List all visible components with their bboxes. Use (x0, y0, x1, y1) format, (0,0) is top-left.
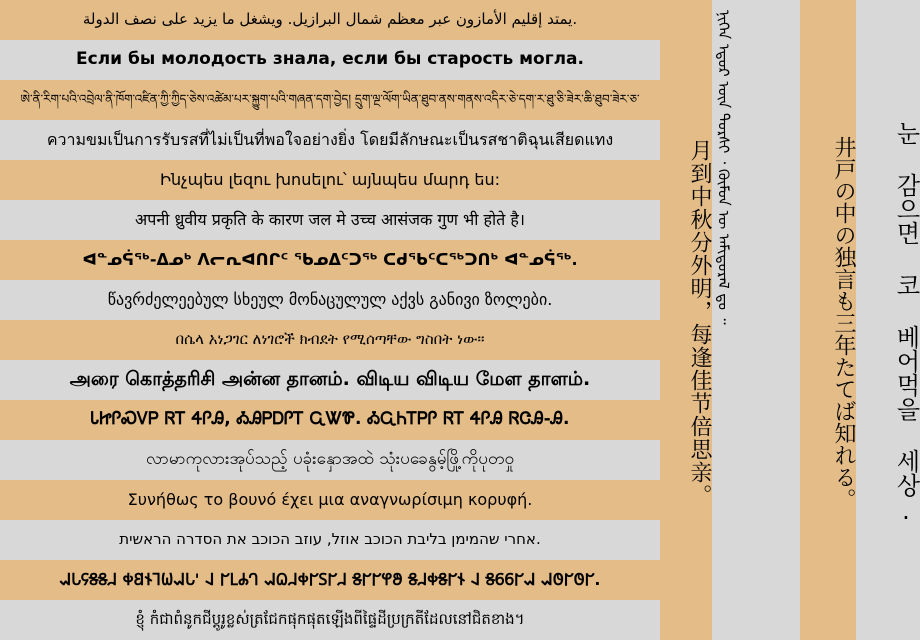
row-text: ᏓᏥᎵᏍᏙᏢ ᏒᎢ ᏎᎵᎯ, ᎣᎯᏢᎠᎵᎢ ᏩᏔᏈ. ᎣᏩᏂᎢᏢᎵ ᏒᎢ ᏎᎵᎯ ᏒᏣᎯ-Ꭿ. (90, 409, 570, 430)
text-row-russian (0, 40, 660, 80)
text-row-georgian (0, 280, 660, 320)
text-row-hebrew (0, 520, 660, 560)
vertical-text-japanese (800, 0, 856, 640)
text-row-arabic (0, 0, 660, 40)
text-row-armenian (0, 160, 660, 200)
vertical-text: ᠨᠢᠭᠡᠨ ᠡᠳᠦᠷ ᠦᠨ ᠲᠤᠷᠰᠢ ᠂ ᠬᠦᠮᠦᠨ ᠦ ᠠᠮᠢᠳᠤᠷᠠᠯ ᠳᠤ ᠃ (714, 10, 733, 325)
row-text: அரை கொத்தரிசி அன்ன தானம். விடிய விடிய மேள தாளம். (69, 368, 591, 391)
vertical-text: 눈 감으면 코 베어먹을 세상. (892, 121, 920, 525)
vertical-text-chinese (660, 0, 712, 640)
text-row-greek (0, 480, 660, 520)
vertical-text: 月到中秋分外明，每逢佳节倍思亲。 (687, 139, 712, 507)
row-text: Ինչպես լեզու խոսելու՝ այնպես մարդ ես: (159, 169, 501, 189)
vertical-text: 井戸の中の独言も三年たてば知れる。 (831, 136, 856, 510)
text-row-inuktitut (0, 240, 660, 280)
row-text: Если бы молодость знала, если бы старость могла. (76, 49, 584, 70)
text-row-khmer (0, 600, 660, 640)
row-text: ความขมเป็นการรับรสที่ไม่เป็นที่พอใจอย่างยิ่ง โดยมีลักษณะเป็นรสชาติฉุนเสียดแทง (46, 129, 614, 149)
row-text: በሴላ አነጋገር ለነገሮች ክብደት የሚሰጣቸው ግስበት ነው። (175, 330, 485, 349)
text-row-tibetan (0, 80, 660, 120)
vertical-text-korean (856, 0, 920, 640)
row-text: ཨེ་ནི་རིག་པའི་འབྲེལ་ནི་ཁོག་འཛིན་ཀྱི་ཀྱིད་ཅེས་འཚེམ་པར་སྐྱུག་པའི་གཞན་དག་བྱེད། དྲུག་ལྔ་ལོག་ཡིན་ཐུབ་ནས་གནས་འདིར་ཅེ་དག་ར་ཐུ་ཅི་ཟེར་ཆི་ཐུབ་ཟེར་ཅ་ (20, 92, 640, 107)
text-row-amharic (0, 320, 660, 360)
text-row-hindi (0, 200, 660, 240)
row-text: يمتد إقليم الأمازون عبر معظم شمال البرازيل. ويشغل ما يزيد على نصف الدولة. (82, 10, 578, 29)
vertical-text-mongolian (712, 0, 800, 640)
text-row-thai (0, 120, 660, 160)
row-text: ᐊᓐᓄᕌᖅ-ᐃᓄᒃ ᐱᓕᕆᐊᑎᒋᑦ ᖃᓄᐃᑦᑐᖅ ᑕᑯᖃᑦᑕᖅᑐᑎᒃ ᐊᓐᓄᕌᖅ. (82, 249, 578, 269)
row-text: אחרי שהמימן בליבת הכוכב אוזל, עוזב הכוכב את הסדרה הראשית. (119, 530, 541, 549)
row-text: လာမာကုလားအုပ်သည့် ပခုံးနှောအထဲ သုံးပခေနွမ့်ဖြို့ကိုပုတဝှု (145, 449, 515, 470)
text-row-cherokee (0, 400, 660, 440)
row-text: ខ្ញុំ កំជាពំនូកជីប្ដូរូខ្លស់ត្រជែកផុកផុតឡើងពីផ្ទៃដីប្រក្រតីដែលនៅជិតខាង។ (135, 610, 525, 629)
row-text: 𐐉𐐢𐐖𐐝𐐝𐐇 𐐡𐐒𐐆𐐑𐐎𐐉𐐢' 𐐈 𐐊𐐛𐐌𐐓 𐐉𐐗𐐇𐐡𐐊𐐠𐐊𐐇 𐐝𐐊𐐊𐐐𐐍 𐐝𐐇𐐡𐐝𐐊𐐆 𐐈 𐐝𐐞𐐞𐐊𐐉 𐐉𐐃𐐊𐐃𐐊. (59, 569, 601, 589)
row-text: წავრძელეებულ სხეულ მონაცულულ აქვს განივი ზოლები. (107, 289, 553, 309)
text-row-deseret (0, 560, 660, 600)
row-text: Συνήθως το βουνό έχει μια αναγνωρίσιμη κορυφή. (127, 489, 533, 509)
text-row-tamil (0, 360, 660, 400)
row-text: अपनी ध्रुवीय प्रकृति के कारण जल मे उच्च आसंजक गुण भी होते है। (135, 209, 525, 229)
text-row-myanmar (0, 440, 660, 480)
